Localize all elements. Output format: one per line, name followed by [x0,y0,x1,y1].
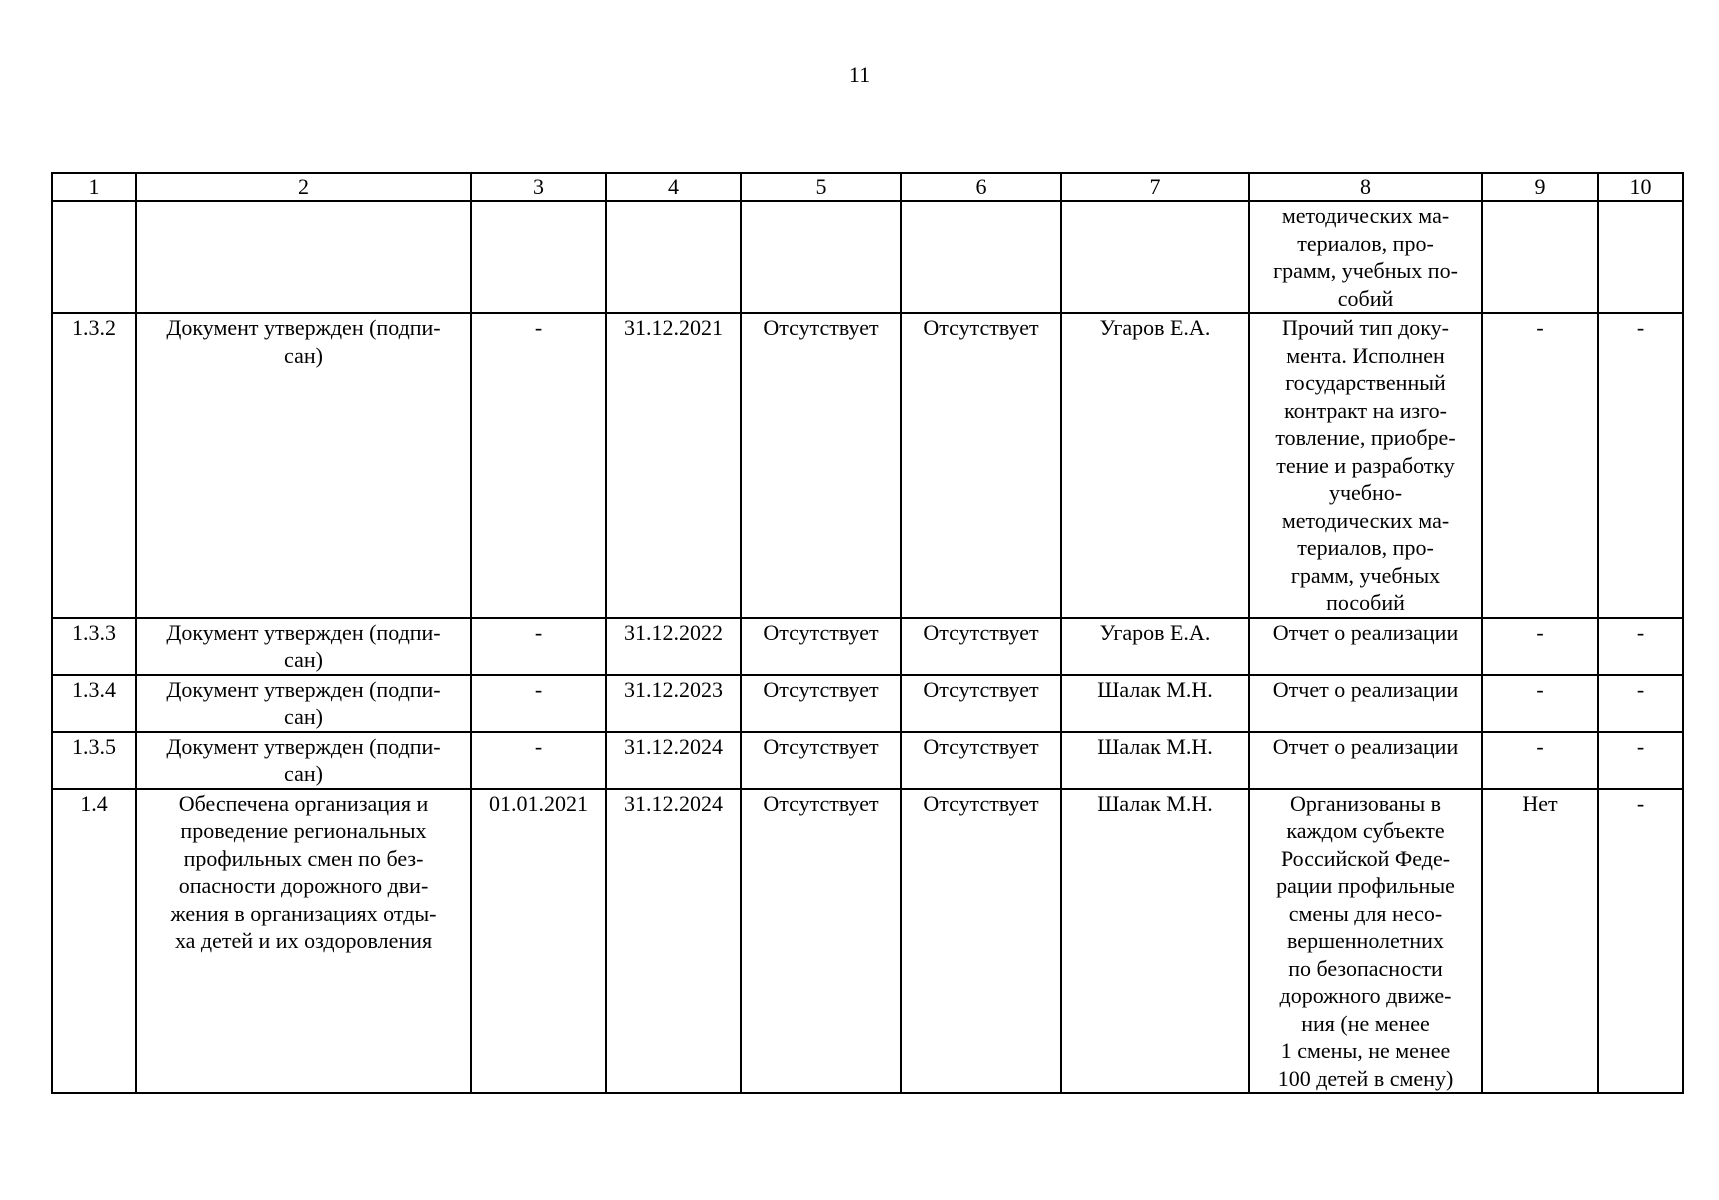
column-header: 6 [901,173,1061,201]
start-date-cell: - [471,732,606,789]
end-date-cell: 31.12.2024 [606,732,741,789]
column-10-cell: - [1598,732,1683,789]
result-cell [136,201,471,313]
document-description-cell: Отчет о реализации [1249,732,1482,789]
report-table [51,172,1684,1094]
column-6-cell [901,201,1061,313]
column-9-cell: - [1482,732,1598,789]
document-description-cell: Отчет о реализации [1249,618,1482,675]
column-number-row [52,173,1683,201]
column-header: 7 [1061,173,1249,201]
result-cell: Документ утвержден (подпи- сан) [136,618,471,675]
end-date-cell [606,201,741,313]
column-header: 8 [1249,173,1482,201]
responsible-cell: Угаров Е.А. [1061,313,1249,618]
table-row [52,201,1683,313]
end-date-cell: 31.12.2023 [606,675,741,732]
column-5-cell: Отсутствует [741,789,901,1094]
end-date-cell: 31.12.2021 [606,313,741,618]
result-cell: Документ утвержден (подпи- сан) [136,313,471,618]
column-9-cell [1482,201,1598,313]
column-header: 3 [471,173,606,201]
start-date-cell: - [471,313,606,618]
responsible-cell: Шалак М.Н. [1061,732,1249,789]
column-header: 1 [52,173,136,201]
column-6-cell: Отсутствует [901,618,1061,675]
result-cell: Документ утвержден (подпи- сан) [136,675,471,732]
document-description-cell: методических ма- териалов, про- грамм, учебных по- собий [1249,201,1482,313]
responsible-cell [1061,201,1249,313]
column-10-cell: - [1598,618,1683,675]
end-date-cell: 31.12.2022 [606,618,741,675]
item-number-cell: 1.3.4 [52,675,136,732]
table-row [52,732,1683,789]
document-description-cell: Прочий тип доку- мента. Исполнен государственный контракт на изго- товление, приобре- тение и разработку учебно- методических ма- териалов, про- грамм, учебных пособий [1249,313,1482,618]
result-cell: Документ утвержден (подпи- сан) [136,732,471,789]
column-6-cell: Отсутствует [901,732,1061,789]
document-description-cell: Отчет о реализации [1249,675,1482,732]
column-header: 2 [136,173,471,201]
column-10-cell: - [1598,789,1683,1094]
page-number: 11 [848,62,871,87]
column-9-cell: - [1482,618,1598,675]
column-6-cell: Отсутствует [901,675,1061,732]
table-row [52,675,1683,732]
end-date-cell: 31.12.2024 [606,789,741,1094]
column-header: 10 [1598,173,1683,201]
column-9-cell: Нет [1482,789,1598,1094]
item-number-cell: 1.4 [52,789,136,1094]
column-6-cell: Отсутствует [901,313,1061,618]
column-5-cell: Отсутствует [741,618,901,675]
column-5-cell: Отсутствует [741,732,901,789]
document-description-cell: Организованы в каждом субъекте Российской Феде- рации профильные смены для несо- вершеннолетних по безопасности дорожного движе- ния (не менее 1 смены, не менее 100 детей в смену) [1249,789,1482,1094]
column-5-cell: Отсутствует [741,675,901,732]
start-date-cell [471,201,606,313]
responsible-cell: Шалак М.Н. [1061,675,1249,732]
start-date-cell: - [471,675,606,732]
table-row [52,313,1683,618]
column-10-cell: - [1598,675,1683,732]
column-6-cell: Отсутствует [901,789,1061,1094]
column-5-cell: Отсутствует [741,313,901,618]
column-header: 4 [606,173,741,201]
column-9-cell: - [1482,313,1598,618]
item-number-cell: 1.3.5 [52,732,136,789]
start-date-cell: 01.01.2021 [471,789,606,1094]
column-header: 5 [741,173,901,201]
column-9-cell: - [1482,675,1598,732]
start-date-cell: - [471,618,606,675]
column-10-cell: - [1598,313,1683,618]
item-number-cell [52,201,136,313]
responsible-cell: Шалак М.Н. [1061,789,1249,1094]
column-10-cell [1598,201,1683,313]
item-number-cell: 1.3.2 [52,313,136,618]
table-row [52,789,1683,1094]
result-cell: Обеспечена организация и проведение региональных профильных смен по без- опасности дорожного дви- жения в организациях отды- ха детей и их оздоровления [136,789,471,1094]
column-5-cell [741,201,901,313]
responsible-cell: Угаров Е.А. [1061,618,1249,675]
item-number-cell: 1.3.3 [52,618,136,675]
column-header: 9 [1482,173,1598,201]
table-row [52,618,1683,675]
